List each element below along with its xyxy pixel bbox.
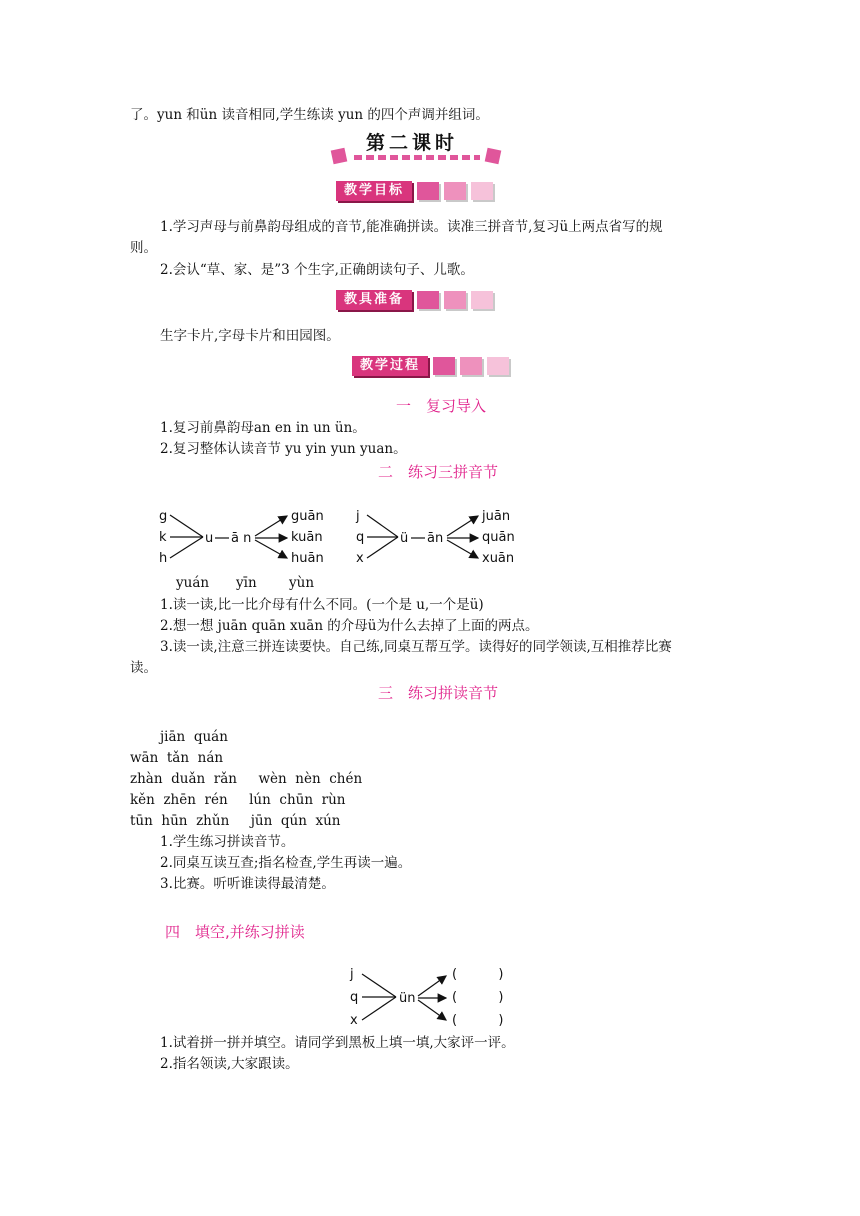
diagram-v-an (352, 502, 532, 570)
intro-line: 了。yun 和ün 读音相同,学生练读 yun 的四个声调并组词。 (130, 107, 489, 123)
whole-syllable: yuán (176, 575, 210, 591)
diagram-result: kuān (291, 530, 323, 545)
part2-line-3-cont: 读。 (130, 660, 157, 676)
goal-line-2: 2.会认“草、家、是”3 个生字,正确朗读句子、儿歌。 (160, 262, 474, 278)
part2-line-2: 2.想一想 juān quān xuān 的介母ü为什么去掉了上面的两点。 (160, 618, 539, 634)
part3-line-3: 3.比赛。听听谁读得最清楚。 (160, 876, 335, 892)
lesson-title: 第二课时 (366, 132, 459, 154)
part3-heading: 三 练习拼读音节 (378, 684, 499, 702)
diagram-result: huān (291, 551, 324, 566)
process-label: 教学过程 (352, 356, 428, 376)
badge-square (471, 291, 493, 309)
badge-square (444, 182, 466, 200)
diagram-initial: q (350, 990, 359, 1005)
part3-line-2: 2.同桌互读互查;指名检查,学生再读一遍。 (160, 855, 412, 871)
goal-line-1: 1.学习声母与前鼻韵母组成的音节,能准确拼读。读准三拼音节,复习ü上两点省写的规 (160, 219, 663, 235)
badge-square (433, 357, 455, 375)
goals-label: 教学目标 (336, 181, 412, 201)
diagram-fill-blank (346, 962, 526, 1032)
goals-badge (336, 181, 493, 201)
diagram-initial: j (356, 509, 360, 524)
diagram-result: juān (482, 509, 511, 524)
title-decoration (330, 146, 502, 168)
syllable-row: tūn hūn zhǔn jūn qún xún (130, 813, 341, 829)
badge-square (487, 357, 509, 375)
syllable-row: zhàn duǎn rǎn wèn nèn chén (130, 771, 363, 787)
diagram-final: ān (427, 531, 444, 546)
badge-square (460, 357, 482, 375)
diagram-initial: x (350, 1013, 358, 1028)
part3-line-1: 1.学生练习拼读音节。 (160, 834, 295, 850)
diagram-u-an (155, 502, 335, 570)
part2-heading: 二 练习三拼音节 (378, 463, 499, 481)
badge-square (471, 182, 493, 200)
whole-syllable: yīn (236, 575, 257, 591)
whole-syllable: yùn (289, 575, 315, 591)
diagram-initial: g (159, 509, 168, 524)
part2-line-3: 3.读一读,注意三拼连读要快。自己练,同桌互帮互学。读得好的同学领读,互相推荐比赛 (160, 639, 672, 655)
tools-text: 生字卡片,字母卡片和田园图。 (160, 328, 340, 344)
diagram-final: ā n (231, 531, 252, 546)
diagram-result: xuān (482, 551, 515, 566)
part1-line-1: 1.复习前鼻韵母an en in un ün。 (160, 420, 366, 436)
blank-slot: ( ) (452, 967, 504, 982)
part1-heading: 一 复习导入 (396, 397, 487, 415)
part4-line-1: 1.试着拼一拼并填空。请同学到黑板上填一填,大家评一评。 (160, 1035, 515, 1051)
syllable-row: wān tǎn nán (130, 750, 224, 766)
blank-slot: ( ) (452, 990, 504, 1005)
diagram-result: guān (291, 509, 324, 524)
process-badge (352, 356, 509, 376)
syllable-row: jiān quán (160, 729, 228, 745)
part4-line-2: 2.指名领读,大家跟读。 (160, 1056, 299, 1072)
tools-label: 教具准备 (336, 290, 412, 310)
goal-line-1-cont: 则。 (130, 240, 157, 256)
diagram-initial: k (159, 530, 167, 545)
diagram-result: quān (482, 530, 515, 545)
diagram-initial: x (356, 551, 364, 566)
syllable-row: kěn zhēn rén lún chūn rùn (130, 792, 346, 808)
badge-square (444, 291, 466, 309)
blank-slot: ( ) (452, 1013, 504, 1028)
diagram-medial: ü (400, 531, 409, 546)
badge-square (417, 291, 439, 309)
tools-badge (336, 290, 493, 310)
diagram-initial: j (350, 967, 354, 982)
diagram-medial: u (205, 531, 214, 546)
diagram-initial: h (159, 551, 168, 566)
part2-line-1: 1.读一读,比一比介母有什么不同。(一个是 u,一个是ü) (160, 597, 484, 613)
badge-square (417, 182, 439, 200)
diagram-final: ün (399, 991, 416, 1006)
part4-heading: 四 填空,并练习拼读 (165, 923, 305, 941)
diagram-initial: q (356, 530, 365, 545)
part1-line-2: 2.复习整体认读音节 yu yin yun yuan。 (160, 441, 407, 457)
